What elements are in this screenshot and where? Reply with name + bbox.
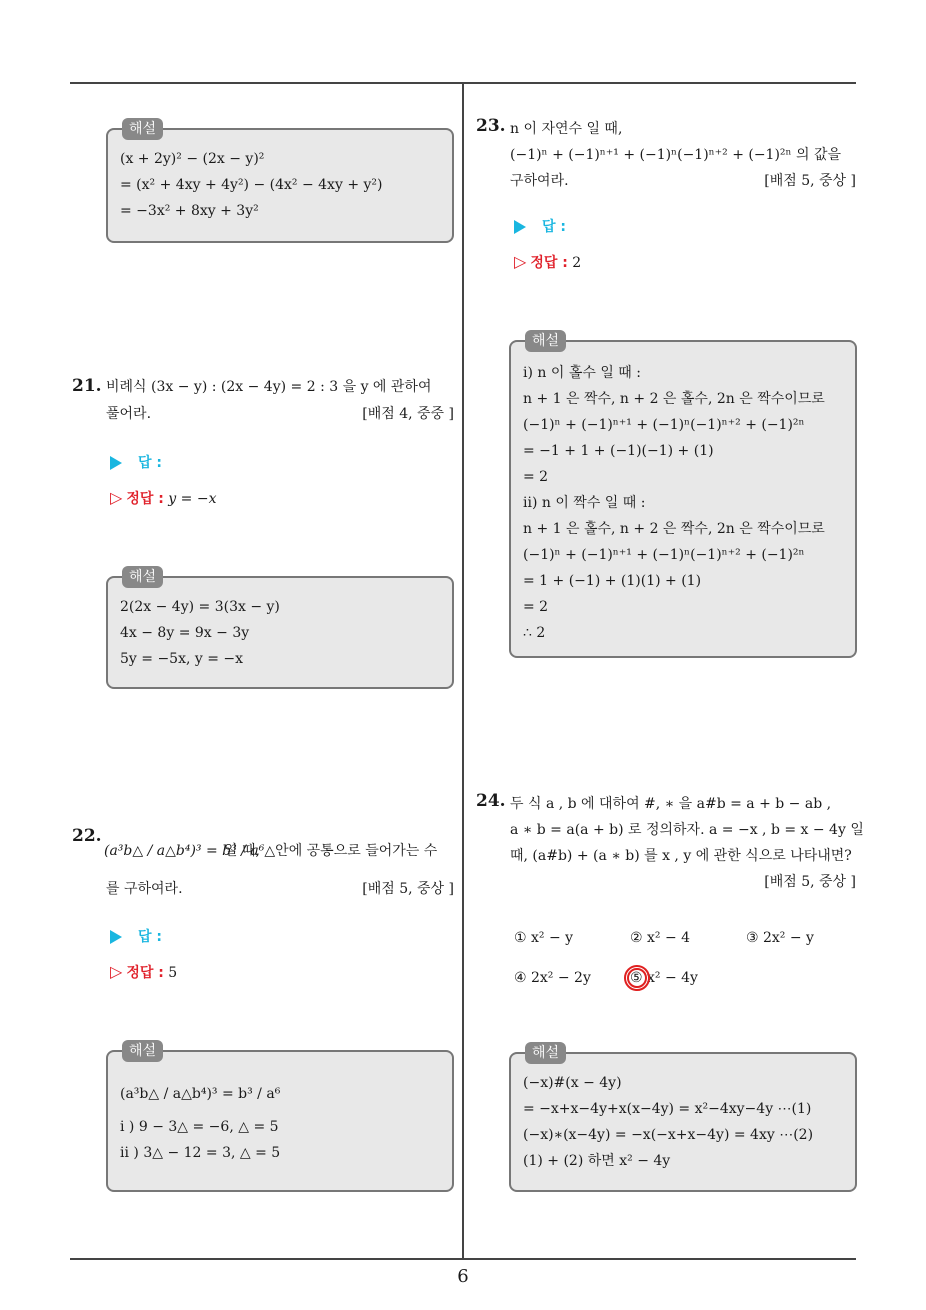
q22-meta: [배점 5, 중상 ] — [362, 881, 454, 897]
solution-line: = 2 — [523, 599, 549, 615]
play-triangle-icon — [110, 456, 122, 470]
triangle-icon: ▷ — [110, 488, 123, 507]
q24-choice-1[interactable]: ① x² − y — [514, 930, 574, 946]
correct-label: 정답 : — [126, 491, 164, 507]
correct-label: 정답 : — [530, 255, 568, 271]
answer-label: 답 : — [542, 219, 566, 235]
solution-line: 5y = −5x, y = −x — [120, 651, 244, 667]
q22-text-line2: 를 구하여라. — [106, 881, 183, 897]
solution-line: n + 1 은 홀수, n + 2 은 짝수, 2n 은 짝수이므로 — [523, 521, 825, 537]
answer-label: 답 : — [138, 929, 162, 945]
solution-tag: 해설 — [122, 1040, 163, 1062]
q22-expression: (a³b△ / a△b⁴)³ = b³ / a⁶ — [104, 843, 265, 859]
q22-text-line1: 일 때, △안에 공통으로 들어가는 수 — [224, 843, 438, 859]
q24-text-line3: 때, (a#b) + (a ∗ b) 를 x , y 에 관한 식으로 나타내면? — [510, 848, 852, 864]
solution-tag: 해설 — [122, 566, 163, 588]
q23-meta: [배점 5, 중상 ] — [764, 173, 856, 189]
q24-choice-4[interactable]: ④ 2x² − 2y — [514, 970, 591, 986]
q22-answer-field[interactable] — [110, 926, 162, 946]
q21-number: 21. — [72, 376, 102, 396]
correct-value: y = −x — [168, 491, 217, 507]
q21-correct-answer — [110, 488, 216, 508]
solution-line: (−1)ⁿ + (−1)ⁿ⁺¹ + (−1)ⁿ(−1)ⁿ⁺² + (−1)²ⁿ — [523, 547, 805, 563]
play-triangle-icon — [514, 220, 526, 234]
q22-number: 22. — [72, 826, 102, 846]
solution-line: = 2 — [523, 469, 549, 485]
solution-line: 4x − 8y = 9x − 3y — [120, 625, 250, 641]
q21-solution-box — [106, 569, 454, 689]
solution-tag: 해설 — [525, 1042, 566, 1064]
correct-label: 정답 : — [126, 965, 164, 981]
q24-choice-3[interactable]: ③ 2x² − y — [746, 930, 814, 946]
solution-line: ii) n 이 짝수 일 때 : — [523, 495, 646, 511]
q24-meta: [배점 5, 중상 ] — [764, 874, 856, 890]
solution-line: = 1 + (−1) + (1)(1) + (1) — [523, 573, 702, 589]
solution-line: (−1)ⁿ + (−1)ⁿ⁺¹ + (−1)ⁿ(−1)ⁿ⁺² + (−1)²ⁿ — [523, 417, 805, 433]
q23-text-line3: 구하여라. — [510, 173, 569, 189]
solution-line: = (x² + 4xy + 4y²) − (4x² − 4xy + y²) — [120, 177, 383, 193]
bottom-rule — [70, 1258, 856, 1260]
q23-number: 23. — [476, 116, 506, 136]
triangle-icon: ▷ — [514, 252, 527, 271]
q24-text-line2: a ∗ b = a(a + b) 로 정의하자. a = −x , b = x − 4y 일 — [510, 822, 864, 838]
q20-solution-box — [106, 121, 454, 243]
q23-correct-answer — [514, 252, 581, 272]
q24-solution-box — [509, 1045, 857, 1192]
solution-line: i ) 9 − 3△ = −6, △ = 5 — [120, 1119, 279, 1135]
q21-answer-field[interactable] — [110, 452, 162, 472]
solution-line: (−x)∗(x−4y) = −x(−x+x−4y) = 4xy ⋯(2) — [523, 1127, 814, 1143]
q23-text-line1: n 이 자연수 일 때, — [510, 121, 623, 137]
q21-text-line1: 비례식 (3x − y) : (2x − 4y) = 2 : 3 을 y 에 관하여 — [106, 379, 432, 395]
solution-line: n + 1 은 짝수, n + 2 은 홀수, 2n 은 짝수이므로 — [523, 391, 825, 407]
solution-tag: 해설 — [122, 118, 163, 140]
q22-correct-answer — [110, 962, 177, 982]
q21-meta: [배점 4, 중중 ] — [362, 406, 454, 422]
q23-answer-field[interactable] — [514, 216, 566, 236]
q24-choice-5[interactable]: ⑤ x² − 4y — [630, 970, 698, 986]
solution-line: (a³b△ / a△b⁴)³ = b³ / a⁶ — [120, 1086, 281, 1102]
solution-line: ∴ 2 — [523, 625, 546, 641]
answer-label: 답 : — [138, 455, 162, 471]
q24-text-line1: 두 식 a , b 에 대하여 #, ∗ 을 a#b = a + b − ab , — [510, 796, 832, 812]
play-triangle-icon — [110, 930, 122, 944]
page-number: 6 — [457, 1266, 469, 1287]
solution-line: 2(2x − 4y) = 3(3x − y) — [120, 599, 280, 615]
triangle-icon: ▷ — [110, 962, 123, 981]
solution-line: (−x)#(x − 4y) — [523, 1075, 622, 1091]
solution-line: = −x+x−4y+x(x−4y) = x²−4xy−4y ⋯(1) — [523, 1101, 812, 1117]
solution-line: = −1 + 1 + (−1)(−1) + (1) — [523, 443, 714, 459]
solution-line: = −3x² + 8xy + 3y² — [120, 203, 259, 219]
correct-value: 2 — [572, 255, 582, 271]
column-divider — [462, 84, 464, 1258]
solution-tag: 해설 — [525, 330, 566, 352]
selected-answer-inner-circle-icon — [627, 968, 647, 988]
solution-line: (x + 2y)² − (2x − y)² — [120, 151, 265, 167]
q23-solution-box — [509, 333, 857, 658]
correct-value: 5 — [168, 965, 178, 981]
solution-line: ii ) 3△ − 12 = 3, △ = 5 — [120, 1145, 281, 1161]
q22-solution-box — [106, 1043, 454, 1192]
solution-line: (1) + (2) 하면 x² − 4y — [523, 1153, 671, 1169]
q21-text-line2: 풀어라. — [106, 406, 152, 422]
q24-choice-2[interactable]: ② x² − 4 — [630, 930, 691, 946]
q24-number: 24. — [476, 791, 506, 811]
solution-line: i) n 이 홀수 일 때 : — [523, 365, 641, 381]
q23-text-line2: (−1)ⁿ + (−1)ⁿ⁺¹ + (−1)ⁿ(−1)ⁿ⁺² + (−1)²ⁿ 의 값을 — [510, 147, 842, 163]
